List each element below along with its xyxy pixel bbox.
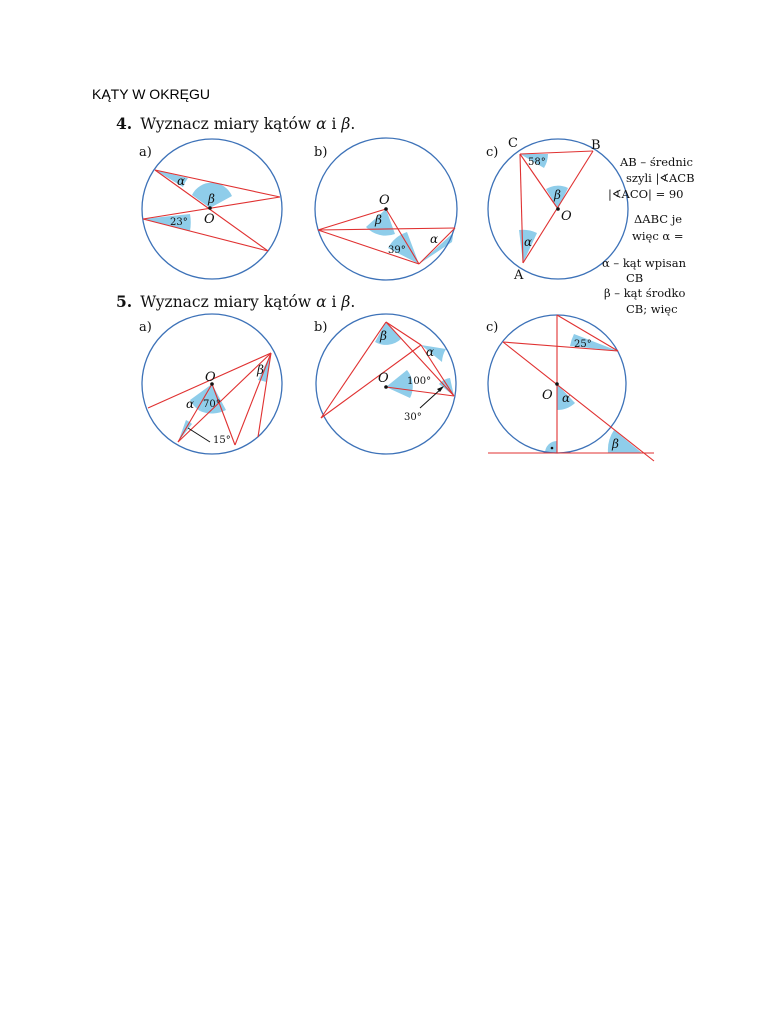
alpha-label: α	[186, 397, 195, 411]
solution-notes	[594, 152, 695, 322]
given-angle-label: 23°	[170, 217, 188, 228]
center-label: O	[205, 370, 216, 385]
alpha-label: α	[177, 174, 186, 188]
given-angle-label: 58°	[528, 157, 546, 168]
right-angle-wedge	[545, 441, 557, 453]
solution-line-2: szyli |∢ACB	[626, 171, 695, 185]
solution-line-5: więc α =	[632, 229, 684, 243]
task-4-var-beta: β	[341, 115, 351, 133]
center-point	[555, 382, 559, 386]
pointer-line	[420, 388, 442, 408]
solution-line-4: ΔABC je	[634, 212, 683, 226]
figure-4a	[139, 139, 282, 279]
figure-4a-label: a)	[139, 145, 152, 160]
page-title: KĄTY W OKRĘGU	[92, 86, 210, 102]
task-5-number: 5.	[116, 292, 133, 311]
task-4-conj: i	[331, 115, 337, 133]
center-label: O	[378, 371, 389, 386]
task-5-text: Wyznacz miary kątów	[140, 293, 312, 311]
figure-4c-label: c)	[486, 145, 499, 160]
figure-5b	[314, 314, 456, 454]
given-angle-label: 39°	[388, 245, 406, 256]
right-angle-dot	[551, 447, 554, 450]
task-4-text: Wyznacz miary kątów	[140, 115, 312, 133]
alpha-label: α	[524, 235, 533, 249]
center-point	[556, 207, 560, 211]
center-label: O	[542, 388, 553, 403]
solution-line-8: β – kąt środko	[604, 286, 686, 300]
center-label: O	[561, 209, 572, 224]
center-label: O	[204, 212, 215, 227]
solution-line-9: CB; więc	[626, 302, 678, 316]
figure-5c-label: c)	[486, 320, 499, 335]
beta-label: β	[380, 329, 387, 343]
task-4-period: .	[350, 115, 356, 133]
task-4-var-alpha: α	[316, 115, 327, 133]
figure-5a-label: a)	[139, 320, 152, 335]
chord-cb	[520, 151, 593, 154]
given-angle-2-label: 15°	[213, 435, 231, 446]
solution-line-7: CB	[626, 271, 644, 285]
chord	[321, 322, 386, 418]
solution-line-6: α – kąt wpisan	[602, 256, 686, 270]
beta-label: β	[375, 213, 382, 227]
pointer-line	[188, 428, 210, 442]
beta-label: β	[257, 363, 264, 377]
figure-5c	[486, 315, 654, 461]
given-angle-label: 25°	[574, 339, 592, 350]
given-angle-1-label: 70°	[203, 399, 221, 410]
figure-4b-label: b)	[314, 145, 328, 160]
alpha-label: α	[562, 391, 571, 405]
given-angle-1-label: 100°	[407, 376, 432, 387]
center-label: O	[379, 193, 390, 208]
solution-line-1: AB – średnic	[620, 155, 693, 169]
figure-5a	[139, 314, 282, 454]
beta-label: β	[208, 192, 215, 206]
secant-line	[503, 342, 654, 461]
solution-line-3: |∢ACO| = 90	[608, 187, 684, 201]
given-angle-2-label: 30°	[404, 412, 422, 423]
circle	[142, 139, 282, 279]
task-5-period: .	[350, 293, 356, 311]
task-5-var-beta: β	[341, 293, 351, 311]
figure-5b-label: b)	[314, 320, 328, 335]
task-4-number: 4.	[116, 114, 133, 133]
figure-4b	[314, 138, 457, 280]
point-c-label: C	[508, 136, 518, 151]
point-a-label: A	[514, 268, 524, 283]
task-5-var-alpha: α	[316, 293, 327, 311]
beta-label: β	[554, 188, 561, 202]
task-5-conj: i	[331, 293, 337, 311]
alpha-label: α	[426, 345, 435, 359]
beta-label: β	[612, 437, 619, 451]
alpha-label: α	[430, 232, 439, 246]
point-b-label: B	[591, 138, 601, 153]
center-point	[208, 206, 212, 210]
